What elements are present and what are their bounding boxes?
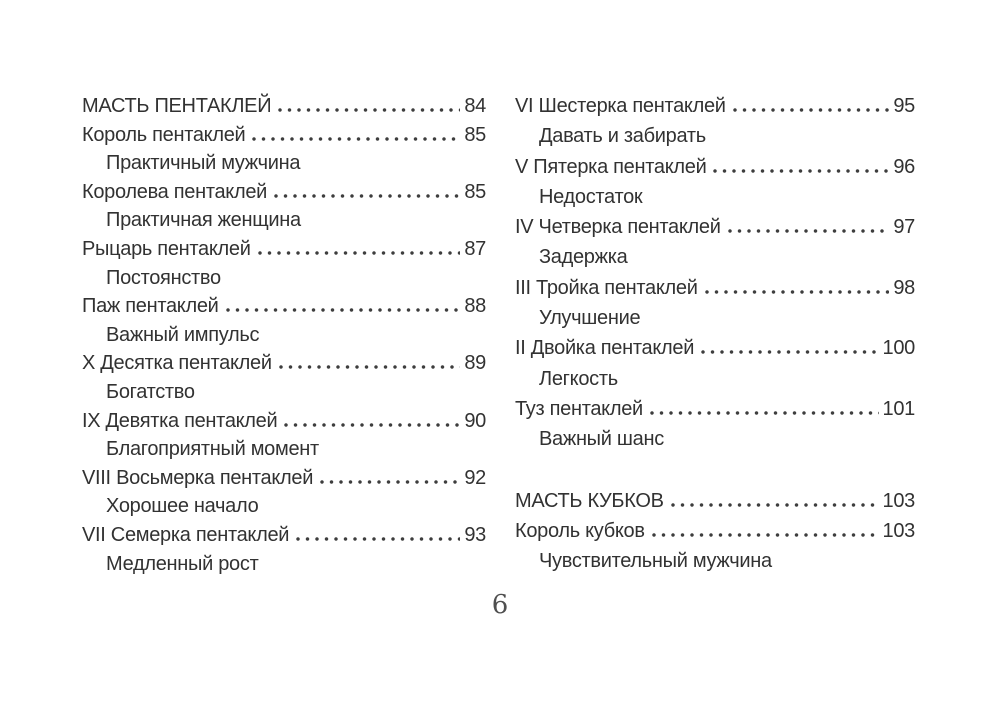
toc-entry-row: [515, 212, 915, 242]
dot-leader: [252, 137, 460, 141]
toc-entry-title: Паж пентаклей: [82, 295, 219, 318]
toc-sub-row: [515, 242, 915, 272]
dot-leader: [278, 108, 460, 112]
toc-entry-title: МАСТЬ КУБКОВ: [515, 489, 664, 512]
toc-entry-title: Туз пентаклей: [515, 397, 643, 420]
dot-leader: [705, 290, 890, 294]
toc-sub-row: [82, 550, 486, 579]
toc-entry-page: 103: [882, 489, 915, 512]
toc-entry-title: Постоянство: [106, 266, 221, 289]
toc-entry-title: Практичный мужчина: [106, 152, 301, 175]
toc-entry-row: [82, 178, 486, 207]
toc-entry-title: VIII Восьмерка пентаклей: [82, 466, 314, 489]
toc-entry-title: V Пятерка пентаклей: [515, 155, 707, 178]
toc-entry-title: Королева пентаклей: [82, 180, 268, 203]
toc-entry-title: Богатство: [106, 380, 195, 403]
toc-entry-title: VI Шестерка пентаклей: [515, 95, 726, 117]
toc-entry-title: IV Четверка пентаклей: [515, 216, 721, 239]
dot-leader: [284, 423, 460, 427]
toc-entry-page: 98: [893, 276, 915, 299]
toc-entry-title: Практичная женщина: [106, 209, 301, 232]
dot-leader: [296, 537, 460, 541]
toc-sub-row: [515, 121, 915, 151]
toc-entry-title: Благоприятный момент: [106, 438, 319, 461]
toc-entry-row: [82, 235, 486, 264]
toc-entry-page: 95: [893, 95, 915, 117]
dot-leader: [274, 194, 460, 198]
toc-sub-row: [82, 321, 486, 350]
toc-entry-row: [82, 407, 486, 436]
toc-entry-row: [515, 516, 915, 546]
toc-column-left: [82, 92, 486, 578]
toc-sub-row: [515, 364, 915, 394]
column-spacer: [515, 455, 915, 486]
toc-entry-page: 101: [882, 397, 915, 420]
toc-entry-title: III Тройка пентаклей: [515, 276, 698, 299]
toc-entry-row: [515, 91, 915, 121]
toc-sub-row: [515, 303, 915, 333]
toc-column-right: [515, 91, 915, 576]
toc-sub-row: [82, 149, 486, 178]
toc-entry-title: II Двойка пентаклей: [515, 337, 695, 360]
toc-entry-title: X Десятка пентаклей: [82, 352, 272, 375]
toc-entry-row: [515, 273, 915, 303]
toc-entry-title: IX Девятка пентаклей: [82, 409, 278, 432]
toc-sub-row: [515, 546, 915, 576]
toc-entry-page: 89: [464, 352, 486, 375]
toc-entry-row: [515, 152, 915, 182]
page-number: 6: [491, 590, 509, 620]
toc-entry-page: 92: [464, 466, 486, 489]
toc-entry-page: 85: [464, 180, 486, 203]
toc-entry-title: Рыцарь пентаклей: [82, 237, 251, 260]
toc-entry-row: [82, 121, 486, 150]
toc-entry-row: [515, 333, 915, 363]
toc-entry-page: 100: [882, 337, 915, 360]
toc-entry-title: Важный импульс: [106, 323, 260, 346]
toc-entry-page: 85: [464, 123, 486, 146]
toc-entry-page: 93: [464, 523, 486, 546]
toc-entry-title: Недостаток: [539, 185, 643, 208]
toc-sub-row: [82, 492, 486, 521]
toc-sub-row: [82, 378, 486, 407]
toc-entry-page: 90: [464, 409, 486, 432]
dot-leader: [650, 411, 879, 415]
toc-entry-title: Улучшение: [539, 307, 641, 330]
dot-leader: [733, 108, 890, 112]
toc-entry-page: 84: [464, 95, 486, 117]
dot-leader: [279, 365, 461, 369]
toc-entry-title: VII Семерка пентаклей: [82, 523, 290, 546]
toc-entry-row: [515, 394, 915, 424]
toc-entry-title: Задержка: [539, 246, 628, 269]
toc-sub-row: [82, 206, 486, 235]
dot-leader: [320, 480, 460, 484]
toc-section-row: [515, 486, 915, 516]
toc-entry-page: 88: [464, 295, 486, 318]
dot-leader: [226, 308, 461, 312]
dot-leader: [671, 503, 879, 507]
toc-entry-row: [82, 292, 486, 321]
toc-entry-page: 97: [893, 216, 915, 239]
toc-sub-row: [82, 264, 486, 293]
toc-entry-title: Легкость: [539, 367, 618, 390]
toc-entry-title: Важный шанс: [539, 428, 664, 451]
dot-leader: [713, 169, 889, 173]
toc-entry-row: [82, 349, 486, 378]
toc-entry-row: [82, 521, 486, 550]
toc-entry-page: 103: [882, 519, 915, 542]
toc-entry-title: Чувствительный мужчина: [539, 550, 772, 573]
toc-entry-title: Медленный рост: [106, 552, 259, 575]
toc-entry-title: МАСТЬ ПЕНТАКЛЕЙ: [82, 95, 272, 117]
dot-leader: [652, 533, 879, 537]
toc-entry-page: 96: [893, 155, 915, 178]
dot-leader: [701, 350, 878, 354]
toc-sub-row: [515, 424, 915, 454]
toc-entry-row: [82, 464, 486, 493]
toc-entry-page: 87: [464, 237, 486, 260]
toc-entry-title: Король кубков: [515, 519, 645, 542]
toc-sub-row: [515, 182, 915, 212]
dot-leader: [258, 251, 461, 255]
toc-section-row: [82, 92, 486, 121]
toc-entry-title: Давать и забирать: [539, 125, 706, 148]
toc-entry-title: Хорошее начало: [106, 495, 259, 518]
toc-entry-title: Король пентаклей: [82, 123, 246, 146]
dot-leader: [728, 229, 890, 233]
toc-sub-row: [82, 435, 486, 464]
